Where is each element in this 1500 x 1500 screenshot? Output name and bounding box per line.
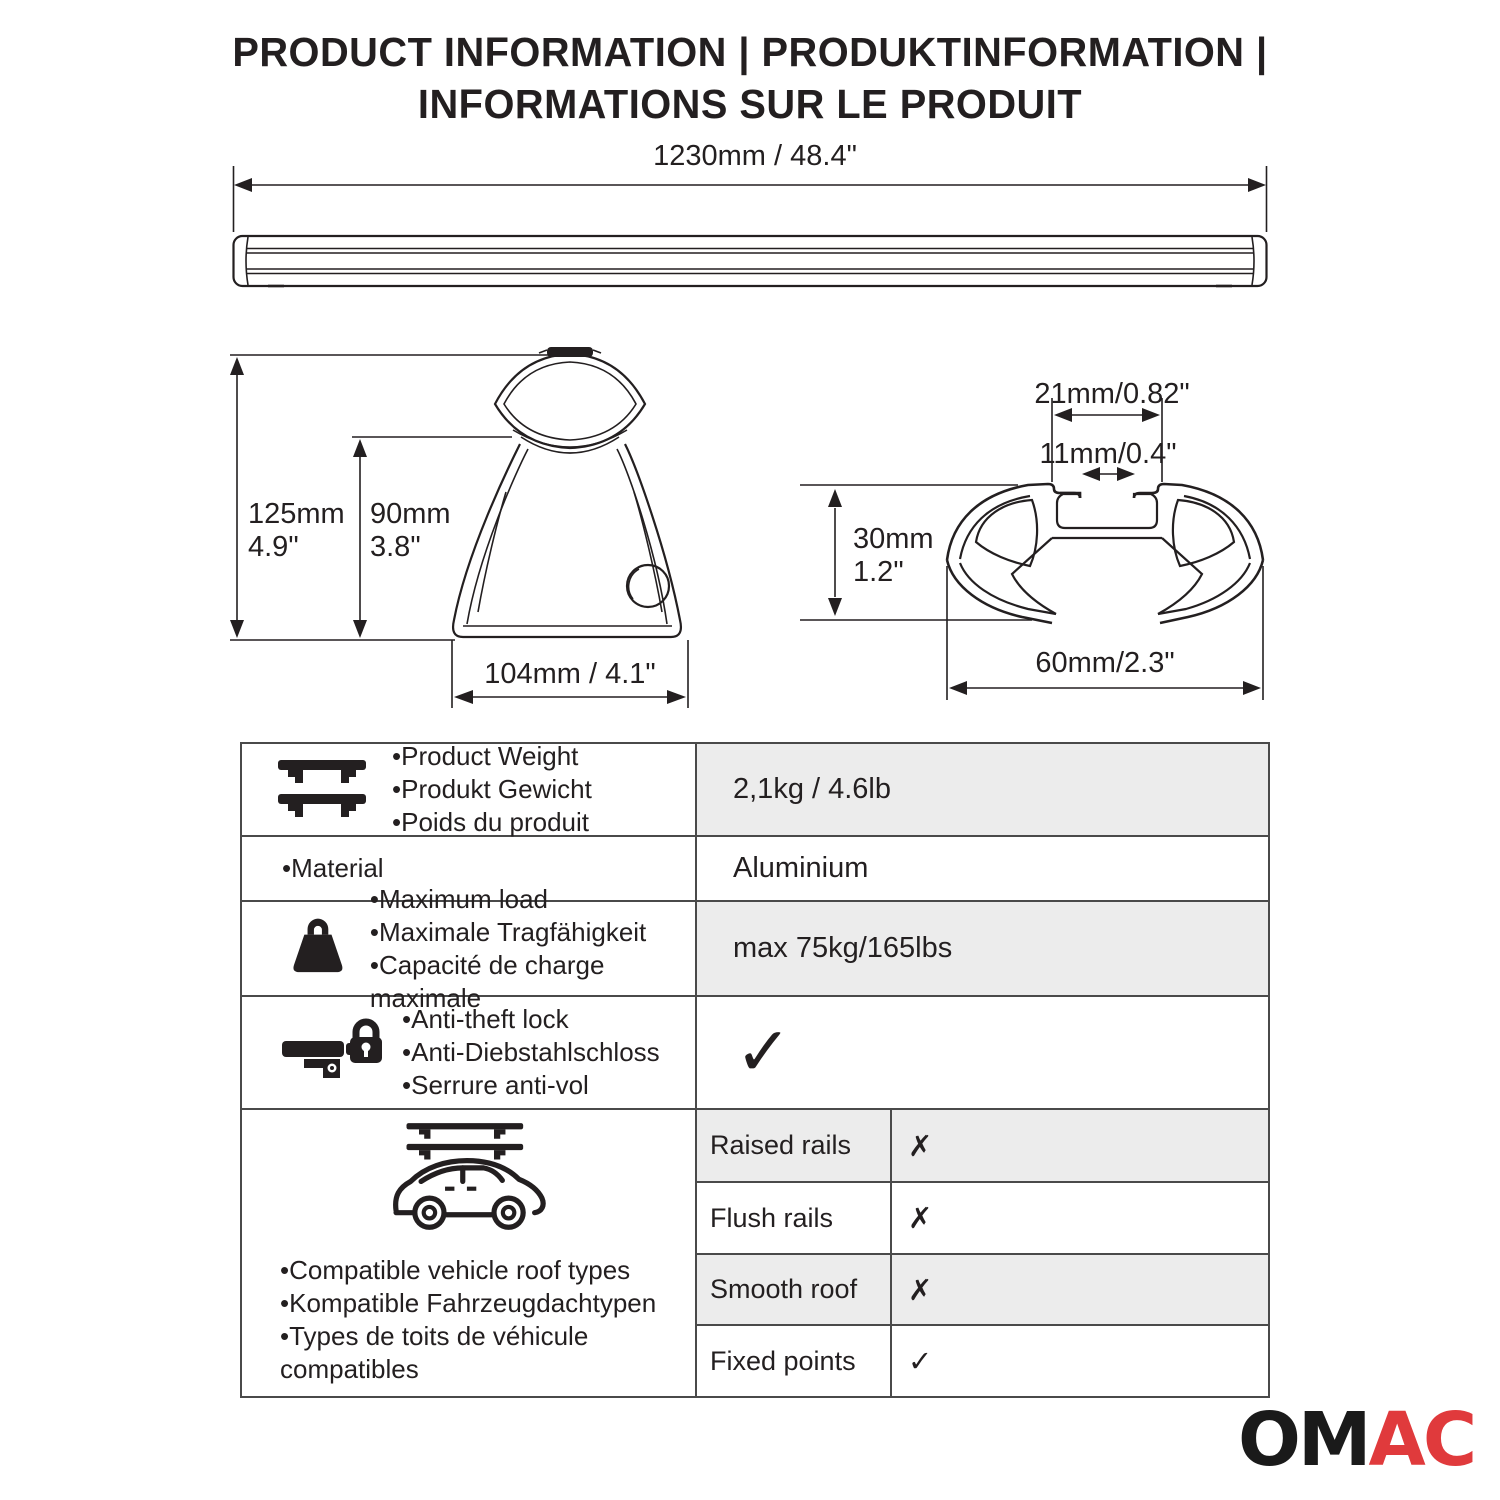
clamp-height-dimension: 90mm: [370, 498, 451, 530]
product-weight-value: 2,1kg / 4.6lb: [733, 773, 891, 805]
slot-inner-dimension: 11mm/0.4": [1039, 438, 1177, 470]
label-roof-types-en: •Compatible vehicle roof types: [280, 1254, 631, 1285]
label-anti-theft-de: •Anti-Diebstahlschloss: [402, 1037, 660, 1067]
profile-width-dimension: 60mm/2.3": [1035, 647, 1175, 679]
material-value-cell: [697, 837, 1268, 900]
lock-icon: [280, 1017, 384, 1089]
label-product-weight-fr: •Poids du produit: [392, 807, 590, 837]
anti-theft-labels: [402, 1003, 660, 1102]
label-max-load-de: •Maximale Tragfähigkeit: [369, 916, 647, 947]
table-row-roof-types: [242, 1108, 1268, 1396]
crossbars-icon: [274, 754, 370, 826]
page-title-line1: PRODUCT INFORMATION | PRODUKTINFORMATION |: [232, 29, 1268, 75]
product-weight-labels: [392, 740, 592, 839]
profile-height-dimension: 30mm: [853, 523, 934, 555]
subrow-smooth-roof: [697, 1253, 1268, 1325]
anti-theft-value-cell: [697, 997, 1268, 1108]
crossbar-top-view-drawing: [210, 160, 1300, 325]
smooth-roof-label: Smooth roof: [697, 1255, 892, 1325]
raised-rails-label: Raised rails: [697, 1110, 892, 1181]
fixed-points-label: Fixed points: [697, 1326, 892, 1396]
material-value: Aluminium: [733, 852, 869, 884]
page-title-line2: INFORMATIONS SUR LE PRODUIT: [417, 81, 1083, 127]
roof-types-label-cell: [242, 1110, 697, 1396]
table-row-max-load: [242, 883, 1268, 1013]
page-title: [23, 26, 1478, 130]
flush-rails-mark: ✗: [908, 1201, 933, 1236]
product-weight-label-cell: [242, 741, 697, 837]
max-load-labels: [370, 883, 695, 1015]
omac-logo-red-letters: AC: [1368, 1397, 1475, 1483]
roof-types-labels: [280, 1254, 680, 1386]
foot-width-dimension: 104mm / 4.1": [484, 658, 656, 690]
label-anti-theft-fr: •Serrure anti-vol: [402, 1070, 589, 1100]
weight-icon: [282, 912, 354, 986]
label-product-weight-de: •Produkt Gewicht: [392, 774, 592, 804]
bar-length-dimension: 1230mm / 48.4": [653, 140, 857, 172]
label-anti-theft-en: •Anti-theft lock: [402, 1004, 569, 1034]
car-icon: [384, 1121, 554, 1246]
label-product-weight-en: •Product Weight: [392, 741, 579, 771]
max-load-label-cell: [242, 883, 697, 1013]
label-roof-types-de: •Kompatible Fahrzeugdachtypen: [280, 1287, 657, 1318]
anti-theft-checkmark: ✓: [735, 1013, 792, 1092]
product-weight-value-cell: [697, 744, 1268, 835]
smooth-roof-mark: ✗: [908, 1272, 933, 1307]
slot-outer-dimension: 21mm/0.82": [1034, 378, 1190, 410]
max-load-value: max 75kg/165lbs: [733, 932, 953, 964]
subrow-fixed-points: [697, 1324, 1268, 1396]
flush-rails-label: Flush rails: [697, 1183, 892, 1253]
omac-logo-black-letters: OM: [1238, 1397, 1369, 1483]
label-roof-types-fr: •Types de toits de véhicule compatibles: [280, 1320, 589, 1384]
foot-height-inch-dimension: 4.9": [248, 531, 299, 563]
label-max-load-en: •Maximum load: [369, 883, 548, 914]
spec-table: [240, 742, 1270, 1398]
subrow-flush-rails: [697, 1181, 1268, 1253]
subrow-raised-rails: [697, 1110, 1268, 1181]
foot-height-dimension: 125mm: [248, 498, 345, 530]
label-max-load-fr: •Capacité de charge maximale: [369, 949, 605, 1013]
clamp-height-inch-dimension: 3.8": [370, 531, 421, 563]
table-row-product-weight: [242, 741, 1268, 837]
anti-theft-label-cell: [242, 997, 697, 1108]
raised-rails-mark: ✗: [908, 1128, 933, 1163]
table-row-anti-theft: [242, 995, 1268, 1108]
max-load-value-cell: [697, 902, 1268, 995]
omac-logo: [1238, 1397, 1475, 1483]
fixed-points-mark: ✓: [908, 1344, 933, 1379]
roof-types-subtable: [697, 1110, 1268, 1396]
profile-height-inch-dimension: 1.2": [853, 556, 904, 588]
material-label: •Material: [282, 853, 384, 883]
